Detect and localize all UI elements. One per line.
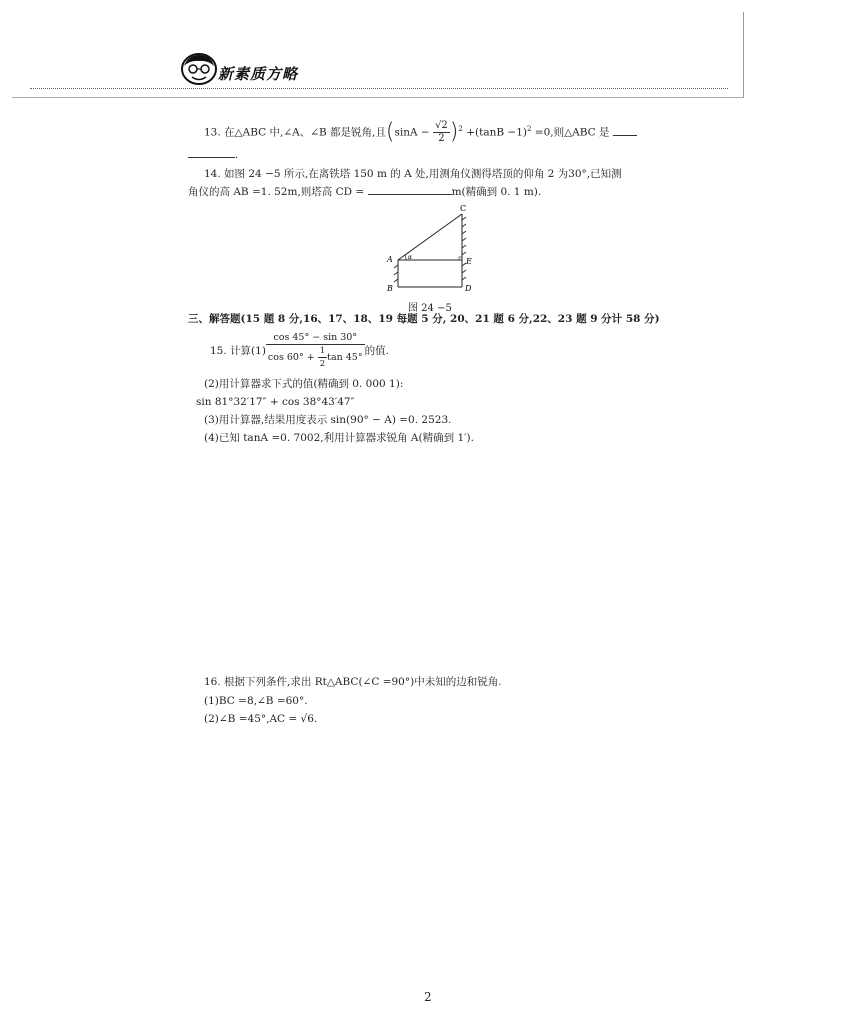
fig-label-d: D — [465, 284, 472, 293]
q13-answer-blank-2[interactable] — [188, 157, 235, 158]
header-horizontal-rule — [12, 97, 744, 98]
q13-suffix: =0,则△ABC 是 — [534, 126, 610, 139]
q13-sin: sinA − — [394, 126, 430, 139]
q14-answer-blank[interactable] — [368, 194, 452, 195]
fig-label-a: A — [387, 255, 393, 264]
q15-part2: (2)用计算器求下式的值(精确到 0. 000 1): — [204, 378, 404, 390]
fig-label-c: C — [460, 204, 467, 213]
q15-part4: (4)已知 tanA =0. 7002,利用计算器求锐角 A(精确到 1′). — [204, 432, 474, 444]
q14-line2: 角仪的高 AB =1. 52m,则塔高 CD = m(精确到 0. 1 m). — [188, 186, 542, 198]
fig-label-e: E — [466, 257, 472, 266]
brand-name: 新素质方略 — [218, 65, 299, 83]
q13-answer-blank[interactable] — [613, 135, 637, 136]
question-16-title: 16. 根据下列条件,求出 Rt△ABC(∠C =90°)中未知的边和锐角. — [204, 676, 502, 688]
q16-part2: (2)∠B =45°,AC = √6. — [204, 713, 318, 725]
q15-main-fraction: cos 45° − sin 30° cos 60° + $\frac{1}{2}$ tan 45° — [267, 332, 363, 369]
section-3-title: 三、解答题(15 题 8 分,16、17、18、19 每题 5 分, 20、21 题 6 分,22、23 题 9 分计 58 分) — [188, 313, 660, 325]
header-vertical-rule — [743, 12, 744, 98]
question-13: 13. 在△ABC 中,∠A、∠B 都是锐角,且(sinA − $\frac{√2}{2}$ )$^2 +(\tan B -1)^2 =0$,则△ABC 是 — [204, 120, 637, 145]
q14-line1: 14. 如图 24 −5 所示,在离铁塔 150 m 的 A 处,用测角仪测得塔顶的仰角 2 为30°,已知测 — [204, 168, 622, 180]
q16-part1: (1)BC =8,∠B =60°. — [204, 695, 308, 707]
q13-continued: . — [188, 148, 238, 162]
page-number: 2 — [424, 990, 432, 1004]
fig-label-b: B — [387, 284, 393, 293]
q15-part2-expression: sin 81°32′17″ + cos 38°43′47″ — [196, 396, 355, 408]
q13-prefix: 13. 在△ABC 中,∠A、∠B 都是锐角,且 — [204, 126, 386, 139]
header-dotted-rule — [30, 88, 728, 89]
question-15-part1: 15. 计算(1) cos 45° − sin 30° cos 60° + $\frac{1}{2}$ tan 45° 的值. — [210, 332, 389, 369]
figure-caption: 图 24 −5 — [408, 303, 452, 314]
fig-label-alpha: α — [408, 254, 413, 261]
q13-fraction: $\frac{√2}{2}$ — [435, 120, 448, 144]
figure-24-5 — [384, 202, 484, 294]
q15-part3: (3)用计算器,结果用度表示 sin(90° − A) =0. 2523. — [204, 414, 452, 426]
q13-tan: +(tanB −1) — [466, 126, 527, 139]
cartoon-face-logo-icon — [180, 52, 218, 86]
